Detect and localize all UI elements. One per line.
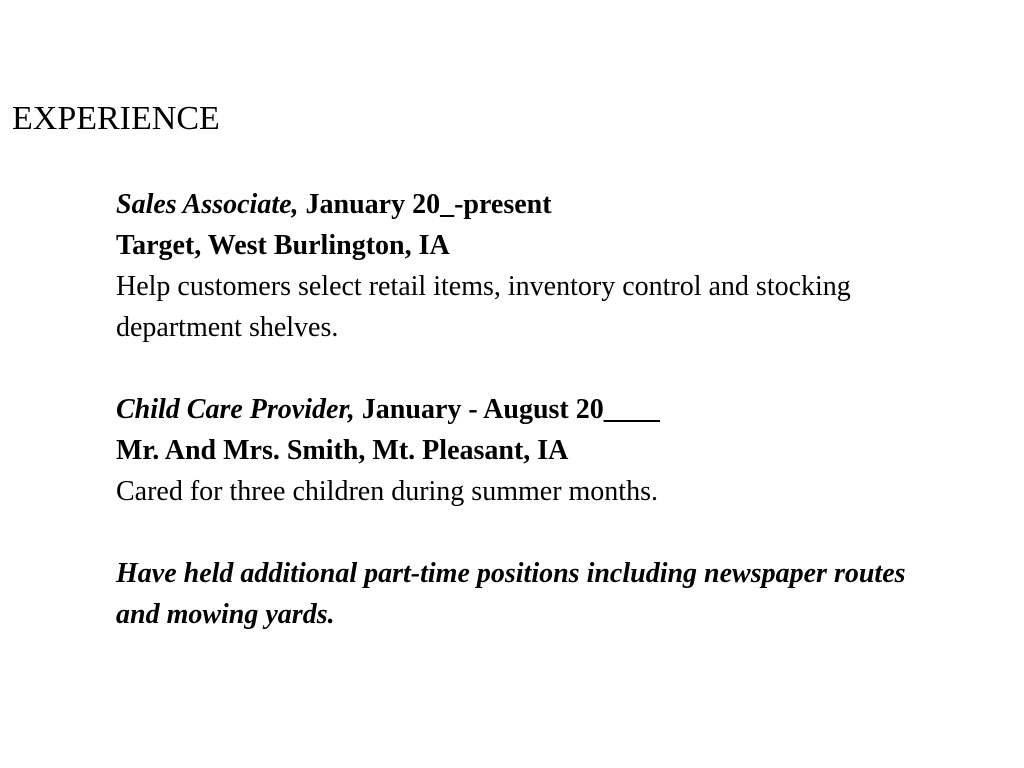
- job-title: Sales Associate,: [116, 189, 299, 220]
- section-heading: EXPERIENCE: [12, 100, 220, 137]
- job-dates: January 20_-present: [305, 189, 552, 220]
- job-title-line: [116, 389, 906, 430]
- job-description: Cared for three children during summer months.: [116, 476, 658, 507]
- job-title-line: [116, 184, 906, 225]
- job-entry-sales-associate: [116, 184, 906, 348]
- job-entry-child-care-provider: [116, 389, 906, 512]
- additional-positions-note: [116, 553, 906, 635]
- job-title: Child Care Provider,: [116, 394, 355, 425]
- job-dates: January - August 20____: [361, 394, 660, 425]
- experience-entries: [116, 184, 906, 676]
- job-employer: Target, West Burlington, IA: [116, 230, 450, 261]
- job-description: Help customers select retail items, inventory control and stocking department shelves.: [116, 271, 851, 343]
- job-employer: Mr. And Mrs. Smith, Mt. Pleasant, IA: [116, 435, 569, 466]
- additional-note-text: Have held additional part-time positions including newspaper routes and mowing yards.: [116, 558, 906, 630]
